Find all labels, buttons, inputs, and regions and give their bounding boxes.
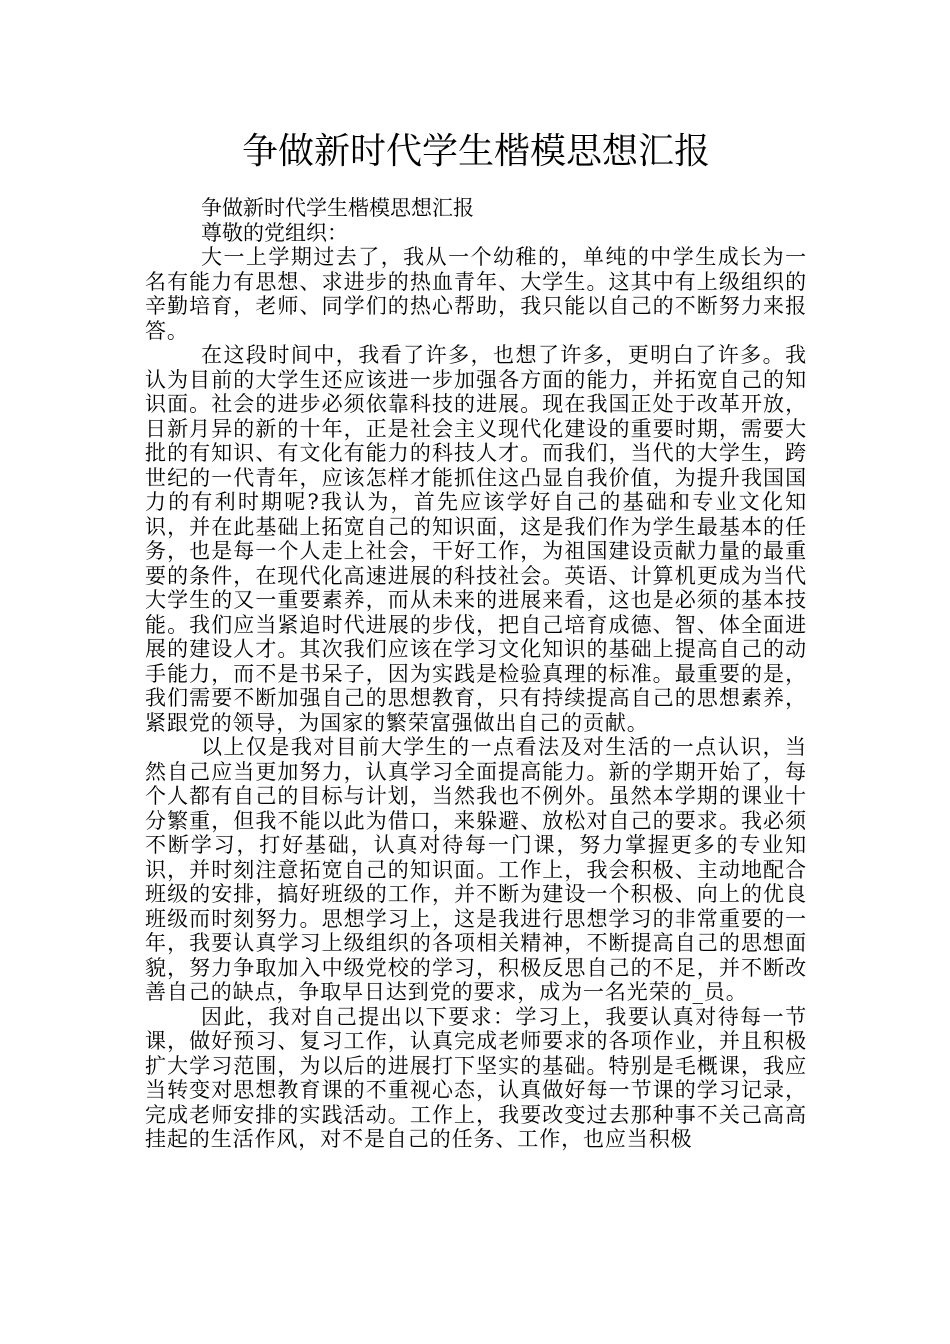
document-page [145, 128, 807, 1152]
paragraph-3: 以上仅是我对目前大学生的一点看法及对生活的一点认识，当然自己应当更加努力，认真学习全面提高能力。新的学期开始了，每个人都有自己的目标与计划，当然我也不例外。虽然本学期的课业十分繁重，但我不能以此为借口，来躲避、放松对自己的要求。我必须不断学习，打好基础，认真对待每一门课，努力掌握更多的专业知识，并时刻注意拓宽自己的知识面。工作上，我会积极、主动地配合班级的安排，搞好班级的工作，并不断为建设一个积极、向上的优良班级而时刻努力。思想学习上，这是我进行思想学习的非常重要的一年，我要认真学习上级组织的各项相关精神，不断提高自己的思想面貌，努力争取加入中级党校的学习，积极反思自己的不足，并不断改善自己的缺点，争取早日达到党的要求，成为一名光荣的_员。 [145, 735, 807, 1004]
salutation: 尊敬的党组织： [201, 220, 348, 245]
paragraph-1: 大一上学期过去了，我从一个幼稚的，单纯的中学生成长为一名有能力有思想、求进步的热血青年、大学生。这其中有上级组织的辛勤培育，老师、同学们的热心帮助，我只能以自己的不断努力来报答。 [145, 245, 807, 343]
document-title: 争做新时代学生楷模思想汇报 [241, 131, 710, 172]
paragraph-4: 因此，我对自己提出以下要求：学习上，我要认真对待每一节课，做好预习、复习工作，认真完成老师要求的各项作业，并且积极扩大学习范围，为以后的进展打下坚实的基础。特别是毛概课，我应当转变对思想教育课的不重视心态，认真做好每一节课的学习记录，完成老师安排的实践活动。工作上，我要改变过去那种事不关己高高挂起的生活作风，对不是自己的任务、工作，也应当积极 [145, 1004, 807, 1151]
document-subtitle: 争做新时代学生楷模思想汇报 [201, 196, 474, 220]
paragraph-2: 在这段时间中，我看了许多，也想了许多，更明白了许多。我认为目前的大学生还应该进一步加强各方面的能力，并拓宽自己的知识面。社会的进步必须依靠科技的进展。现在我国正处于改革开放，日新月异的新的十年，正是社会主义现代化建设的重要时期，需要大批的有知识、有文化有能力的科技人才。而我们，当代的大学生，跨世纪的一代青年，应该怎样才能抓住这凸显自我价值，为提升我国国力的有利时期呢?我认为，首先应该学好自己的基础和专业文化知识，并在此基础上拓宽自己的知识面，这是我们作为学生最基本的任务，也是每一个人走上社会，干好工作，为祖国建设贡献力量的最重要的条件，在现代化高速进展的科技社会。英语、计算机更成为当代大学生的又一重要素养，而从未来的进展来看，这也是必须的基本技能。我们应当紧追时代进展的步伐，把自己培育成德、智、体全面进展的建设人才。其次我们应该在学习文化知识的基础上提高自己的动手能力，而不是书呆子，因为实践是检验真理的标准。最重要的是，我们需要不断加强自己的思想教育，只有持续提高自己的思想素养，紧跟党的领导，为国家的繁荣富强做出自己的贡献。 [145, 343, 807, 735]
